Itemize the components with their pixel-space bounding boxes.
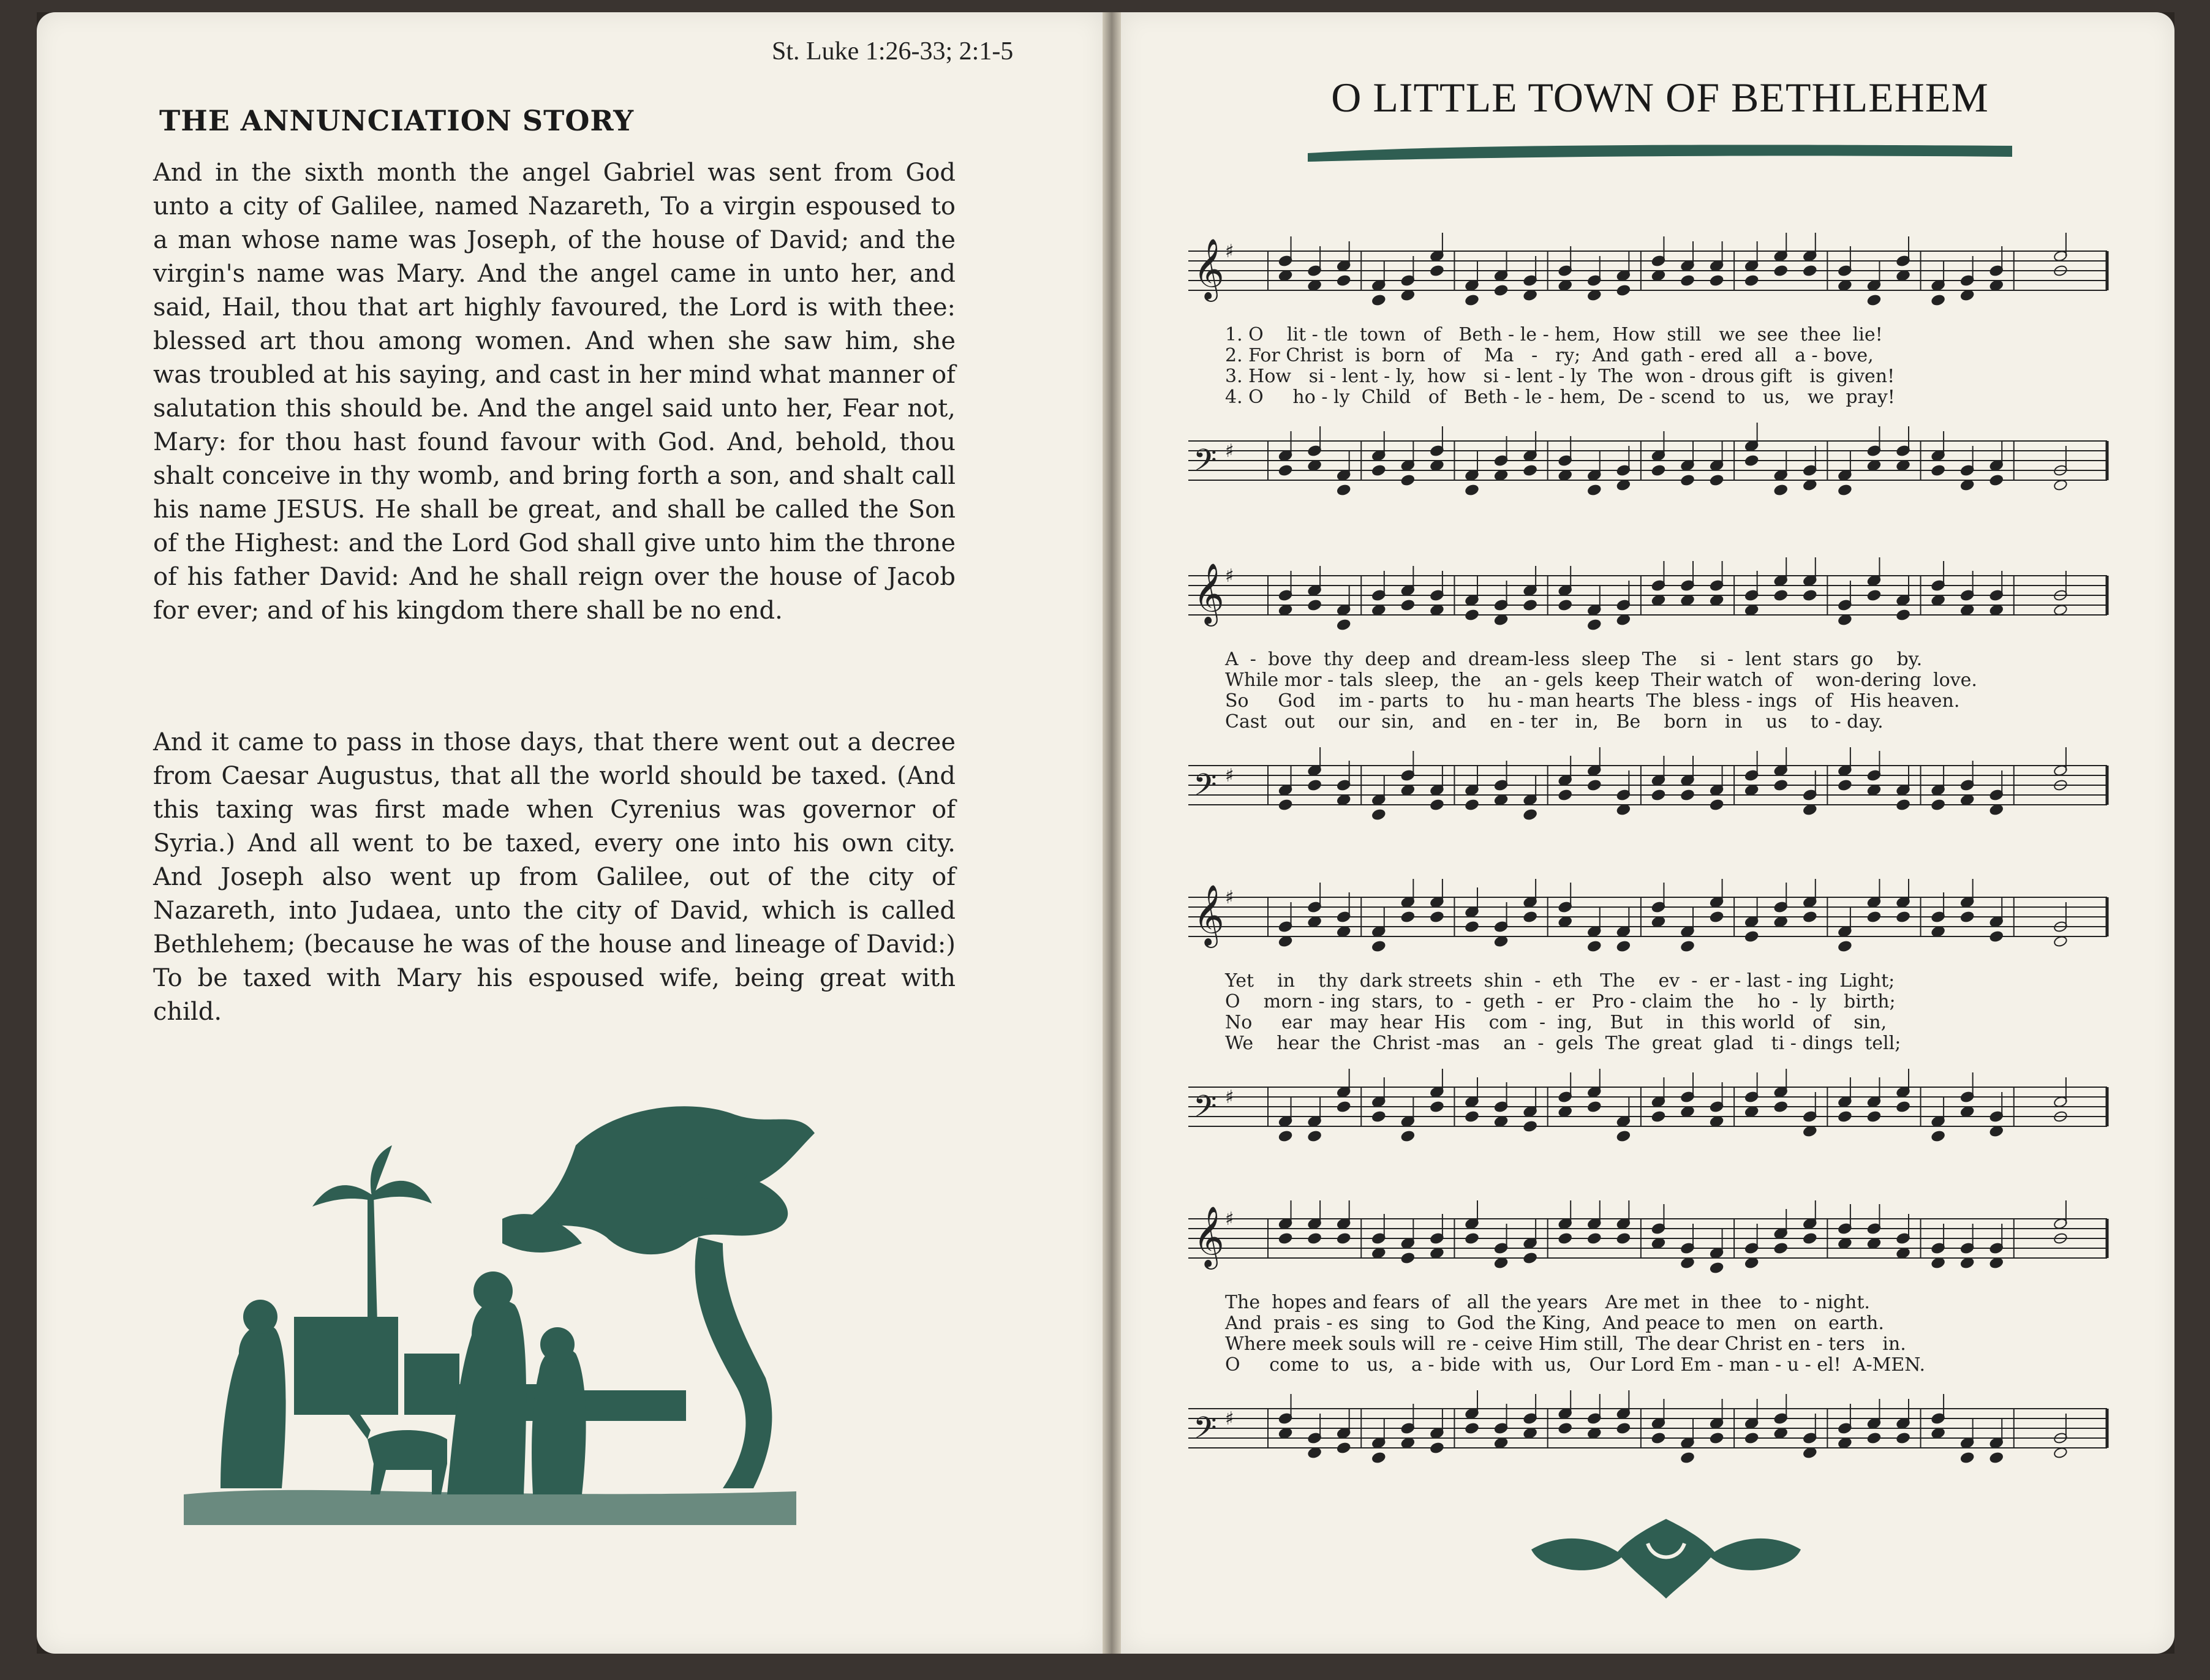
note-head [1989, 1125, 2004, 1137]
note-head [1371, 604, 1386, 616]
note-head [1523, 599, 1537, 611]
music-system-1 [1182, 220, 2113, 514]
note-head [1558, 469, 1572, 481]
note-head [1494, 1437, 1509, 1449]
note-head [1307, 1130, 1322, 1142]
note-head [1838, 484, 1852, 496]
treble-clef-icon: 𝄞 [1193, 1206, 1224, 1267]
note-head [1587, 289, 1602, 301]
note-head [1558, 916, 1572, 928]
note-head [1401, 599, 1416, 611]
sharp-icon: ♯ [1225, 1087, 1234, 1108]
note-head [1523, 1252, 1537, 1264]
story-title: THE ANNUNCIATION STORY [159, 104, 635, 137]
treble-clef-icon: 𝄞 [1193, 563, 1224, 624]
note-head [1337, 925, 1351, 938]
note-head [1616, 1130, 1631, 1142]
note-head [1401, 474, 1416, 486]
hymn-title-block [1299, 73, 2021, 122]
note-head [1773, 916, 1788, 928]
note-head [1744, 1432, 1759, 1444]
note-head [1430, 1442, 1444, 1454]
note-head [1371, 808, 1386, 821]
note-head [1960, 911, 1975, 923]
note-head [1867, 1432, 1882, 1444]
sharp-icon: ♯ [1225, 565, 1234, 587]
note-head [1651, 1110, 1666, 1123]
note-head [1710, 1262, 1724, 1274]
note-head [1401, 911, 1416, 923]
note-head [1989, 1452, 2004, 1464]
title-underline-swash [1308, 141, 2012, 165]
note-head [1803, 479, 1817, 491]
note-head [2053, 604, 2068, 616]
note-head [1494, 614, 1509, 626]
note-head [1680, 1106, 1695, 1118]
lyric-verse-4: We hear the Christ -mas an - gels The great glad ti - dings tell; [1225, 1033, 1901, 1054]
note-head [1867, 1110, 1882, 1123]
lyric-verse-2: And prais - es sing to God the King, And peace to men on earth. [1225, 1313, 1884, 1334]
note-head [1960, 1452, 1975, 1464]
note-head [1401, 1437, 1416, 1449]
lyric-verse-3: 3. How si - lent - ly, how si - lent - ly The won - drous gift is given! [1225, 366, 1895, 387]
note-head [1587, 484, 1602, 496]
sharp-icon: ♯ [1225, 440, 1234, 462]
note-head [1337, 1101, 1351, 1113]
note-head [1710, 274, 1724, 287]
note-head [1465, 799, 1479, 811]
lyric-verse-3: No ear may hear His com - ing, But in this world of sin, [1225, 1012, 1887, 1033]
note-head [1278, 935, 1293, 947]
note-head [1523, 1120, 1537, 1132]
note-head [1867, 459, 1882, 472]
note-head [1278, 1427, 1293, 1439]
note-head [2053, 935, 2068, 947]
note-head [1278, 799, 1293, 811]
note-head [2053, 1447, 2068, 1459]
note-head [1680, 940, 1695, 952]
note-head [1867, 1237, 1882, 1249]
note-head [1989, 279, 2004, 292]
note-head [1307, 459, 1322, 472]
note-head [1960, 1257, 1975, 1269]
note-head [1371, 464, 1386, 477]
lyric-verse-1: A - bove thy deep and dream-less sleep The si - lent stars go by. [1225, 649, 1923, 670]
note-head [1896, 1432, 1910, 1444]
note-head [1278, 1130, 1293, 1142]
note-head [1401, 1130, 1416, 1142]
open-booklet [37, 12, 2174, 1654]
note-head [1430, 1247, 1444, 1259]
note-head [1494, 935, 1509, 947]
note-head [1803, 1447, 1817, 1459]
music-system-4 [1182, 1188, 2113, 1482]
note-head [1710, 911, 1724, 923]
note-head [1896, 1101, 1910, 1113]
lyric-verse-3: So God im - parts to hu - man hearts The bless - ings of His heaven. [1225, 690, 1960, 712]
note-head [1838, 779, 1852, 791]
note-head [1960, 794, 1975, 806]
note-head [1680, 789, 1695, 801]
note-head [1651, 789, 1666, 801]
note-head [1680, 474, 1695, 486]
note-head [1587, 779, 1602, 791]
decorative-scroll-banner [1525, 1507, 1807, 1611]
note-head [1896, 269, 1910, 282]
treble-staff-4 [1182, 1200, 2113, 1280]
note-head [1803, 804, 1817, 816]
note-head [1465, 1232, 1479, 1245]
note-head [1931, 925, 1945, 938]
note-head [1307, 599, 1322, 611]
note-head [1867, 911, 1882, 923]
note-head [1960, 289, 1975, 301]
note-head [1401, 1252, 1416, 1264]
note-head [1465, 609, 1479, 621]
note-head [1838, 1110, 1852, 1123]
lyric-verse-1: The hopes and fears of all the years Are met in thee to - night. [1225, 1292, 1870, 1313]
note-head [1371, 1452, 1386, 1464]
bass-staff-1 [1182, 423, 2113, 502]
note-head [1896, 1247, 1910, 1259]
lyric-verse-1: 1. O lit - tle town of Beth - le - hem, How still we see thee lie! [1225, 324, 1883, 345]
note-head [1680, 1257, 1695, 1269]
note-head [1278, 269, 1293, 282]
note-head [1651, 594, 1666, 606]
note-head [1773, 1101, 1788, 1113]
note-head [1651, 464, 1666, 477]
note-head [1465, 294, 1479, 306]
note-head [2053, 479, 2068, 491]
note-head [1371, 940, 1386, 952]
note-head [1465, 1110, 1479, 1123]
note-head [1430, 604, 1444, 616]
note-head [1494, 794, 1509, 806]
note-head [1710, 1432, 1724, 1444]
note-head [1558, 279, 1572, 292]
note-head [1680, 274, 1695, 287]
note-head [1744, 1106, 1759, 1118]
lyrics-block-3 [1225, 971, 2095, 1054]
note-head [1651, 269, 1666, 282]
note-head [1931, 1257, 1945, 1269]
note-head [1803, 265, 1817, 277]
note-head [1337, 274, 1351, 287]
note-head [1371, 294, 1386, 306]
note-head [1587, 619, 1602, 631]
note-head [1710, 474, 1724, 486]
book-gutter [1103, 12, 1121, 1654]
note-head [1558, 1422, 1572, 1434]
note-head [1616, 479, 1631, 491]
lyric-verse-1: Yet in thy dark streets shin - eth The ev - er - last - ing Light; [1225, 970, 1895, 992]
note-head [1337, 619, 1351, 631]
lyric-verse-4: Cast out our sin, and en - ter in, Be born in us to - day. [1225, 711, 1884, 733]
treble-clef-icon: 𝄞 [1193, 884, 1224, 946]
note-head [1960, 479, 1975, 491]
bass-staff-4 [1182, 1390, 2113, 1470]
note-head [1803, 1232, 1817, 1245]
note-head [1430, 911, 1444, 923]
lyric-verse-4: O come to us, a - bide with us, Our Lord Em - man - u - el! A-MEN. [1225, 1354, 1926, 1376]
note-head [1465, 484, 1479, 496]
note-head [1931, 294, 1945, 306]
note-head [1773, 1427, 1788, 1439]
lyrics-block-2 [1225, 649, 2095, 733]
note-head [1989, 804, 2004, 816]
music-system-3 [1182, 867, 2113, 1161]
note-head [1773, 589, 1788, 601]
note-head [1710, 799, 1724, 811]
note-head [1278, 464, 1293, 477]
lyrics-block-4 [1225, 1292, 2095, 1376]
note-head [1773, 484, 1788, 496]
note-head [1931, 1130, 1945, 1142]
bass-staff-2 [1182, 747, 2113, 827]
note-head [1337, 1232, 1351, 1245]
note-head [1989, 604, 2004, 616]
hymn-title: O LITTLE TOWN OF BETHLEHEM [1331, 74, 1989, 121]
left-page [37, 12, 1103, 1654]
note-head [1744, 454, 1759, 467]
note-head [1558, 1106, 1572, 1118]
music-system-2 [1182, 545, 2113, 839]
nativity-journey-illustration [184, 1096, 919, 1525]
note-head [1896, 459, 1910, 472]
note-head [1744, 784, 1759, 796]
note-head [1989, 474, 2004, 486]
note-head [1307, 279, 1322, 292]
note-head [1523, 1427, 1537, 1439]
note-head [1494, 469, 1509, 481]
treble-clef-icon: 𝄞 [1193, 238, 1224, 299]
note-head [1616, 1232, 1631, 1245]
note-head [1587, 1427, 1602, 1439]
note-head [1401, 784, 1416, 796]
note-head [1744, 930, 1759, 943]
bass-clef-icon: 𝄢 [1193, 443, 1217, 486]
story-paragraph-1: And in the sixth month the angel Gabriel was sent from God unto a city of Galilee, named Nazareth, To a virgin espoused to a man whose name was Joseph, of the house of David; and the virgin's name was Mary. And the angel came in unto her, and said, Hail, thou that art highly favoured, the Lord is with thee: blessed art thou among women. And when she saw him, she was troubled at his saying, and cast in her mind what manner of salutation this should be. And the angel said unto her, Fear not, Mary: for thou hast found favour with God. And, behold, thou shalt conceive in thy womb, and bring forth a son, and shalt call his name JESUS. He shall be great, and shall be called the Son of the Highest: and the Lord God shall give unto him the throne of his father David: And he shall reign over the house of Jacob for ever; and of his kingdom there shall be no end. [153, 159, 956, 625]
note-head [1867, 294, 1882, 306]
bass-clef-icon: 𝄢 [1193, 1411, 1217, 1453]
note-head [1616, 284, 1631, 296]
note-head [1616, 614, 1631, 626]
note-head [1523, 289, 1537, 301]
sharp-icon: ♯ [1225, 887, 1234, 908]
note-head [1803, 911, 1817, 923]
note-head [1465, 921, 1479, 933]
sharp-icon: ♯ [1225, 765, 1234, 786]
note-head [1838, 1437, 1852, 1449]
treble-staff-1 [1182, 233, 2113, 312]
note-head [1337, 484, 1351, 496]
note-head [1838, 279, 1852, 292]
note-head [1773, 779, 1788, 791]
note-head [1587, 940, 1602, 952]
note-head [1494, 1257, 1509, 1269]
note-head [1867, 784, 1882, 796]
note-head [1838, 1237, 1852, 1249]
story-paragraph-2: And it came to pass in those days, that there went out a decree from Caesar Augustus, that all the world should be taxed. (And this taxing was first made when Cyrenius was governor of Syria.) And all went to be taxed, every one into his own city. And Joseph also went up from Galilee, out of the city of Nazareth, into Judaea, unto the city of David, which is called Bethlehem; (because he was of the house and lineage of David:) To be taxed with Mary his espoused wife, being great with child. [153, 728, 956, 1026]
note-head [1680, 1452, 1695, 1464]
note-head [1616, 940, 1631, 952]
lyric-verse-2: While mor - tals sleep, the an - gels keep Their watch of won-dering love. [1225, 669, 1977, 691]
note-head [1587, 1101, 1602, 1113]
note-head [1773, 1242, 1788, 1254]
note-head [1430, 459, 1444, 472]
bass-clef-icon: 𝄢 [1193, 1089, 1217, 1132]
note-head [1896, 799, 1910, 811]
sharp-icon: ♯ [1225, 1208, 1234, 1230]
note-head [1651, 1237, 1666, 1249]
scripture-reference: St. Luke 1:26-33; 2:1-5 [772, 37, 1014, 66]
note-head [1523, 464, 1537, 477]
note-head [1337, 794, 1351, 806]
note-head [1371, 1247, 1386, 1259]
right-page [1121, 12, 2174, 1654]
note-head [1307, 916, 1322, 928]
note-head [1558, 789, 1572, 801]
treble-staff-2 [1182, 557, 2113, 637]
note-head [1465, 1422, 1479, 1434]
note-head [1371, 1110, 1386, 1123]
note-head [1494, 1115, 1509, 1128]
note-head [1803, 589, 1817, 601]
note-head [1931, 1427, 1945, 1439]
sharp-icon: ♯ [1225, 1408, 1234, 1430]
note-head [1989, 930, 2004, 943]
note-head [1803, 1125, 1817, 1137]
note-head [1744, 1257, 1759, 1269]
note-head [1430, 799, 1444, 811]
note-head [1587, 1232, 1602, 1245]
lyrics-block-1 [1225, 325, 2095, 408]
note-head [1710, 594, 1724, 606]
note-head [1838, 940, 1852, 952]
note-head [1307, 779, 1322, 791]
note-head [1896, 911, 1910, 923]
sharp-icon: ♯ [1225, 241, 1234, 262]
note-head [1558, 1232, 1572, 1245]
note-head [1931, 464, 1945, 477]
note-head [1710, 1115, 1724, 1128]
note-head [1616, 1422, 1631, 1434]
note-head [1523, 911, 1537, 923]
note-head [1773, 265, 1788, 277]
note-head [1651, 916, 1666, 928]
note-head [1931, 594, 1945, 606]
note-head [1278, 1232, 1293, 1245]
note-head [1307, 1232, 1322, 1245]
note-head [1744, 604, 1759, 616]
note-head [1989, 1257, 2004, 1269]
note-head [1651, 1432, 1666, 1444]
bass-clef-icon: 𝄢 [1193, 767, 1217, 810]
note-head [1430, 1101, 1444, 1113]
lyric-verse-2: 2. For Christ is born of Ma - ry; And gath - ered all a - bove, [1225, 345, 1874, 366]
note-head [1523, 808, 1537, 821]
note-head [1896, 609, 1910, 621]
note-head [1960, 1106, 1975, 1118]
note-head [1307, 1447, 1322, 1459]
lyric-verse-4: 4. O ho - ly Child of Beth - le - hem, De - scend to us, we pray! [1225, 386, 1895, 408]
note-head [1278, 604, 1293, 616]
note-head [1867, 589, 1882, 601]
note-head [1401, 289, 1416, 301]
note-head [1616, 804, 1631, 816]
note-head [1931, 799, 1945, 811]
lyric-verse-3: Where meek souls will re - ceive Him still, The dear Christ en - ters in. [1225, 1333, 1906, 1355]
note-head [1494, 284, 1509, 296]
note-head [1838, 614, 1852, 626]
note-head [1744, 274, 1759, 287]
note-head [1558, 599, 1572, 611]
note-head [1430, 265, 1444, 277]
note-head [1337, 1442, 1351, 1454]
bass-staff-3 [1182, 1069, 2113, 1148]
treble-staff-3 [1182, 879, 2113, 959]
lyric-verse-2: O morn - ing stars, to - geth - er Pro - claim the ho - ly birth; [1225, 991, 1896, 1012]
note-head [1960, 604, 1975, 616]
note-head [1680, 594, 1695, 606]
